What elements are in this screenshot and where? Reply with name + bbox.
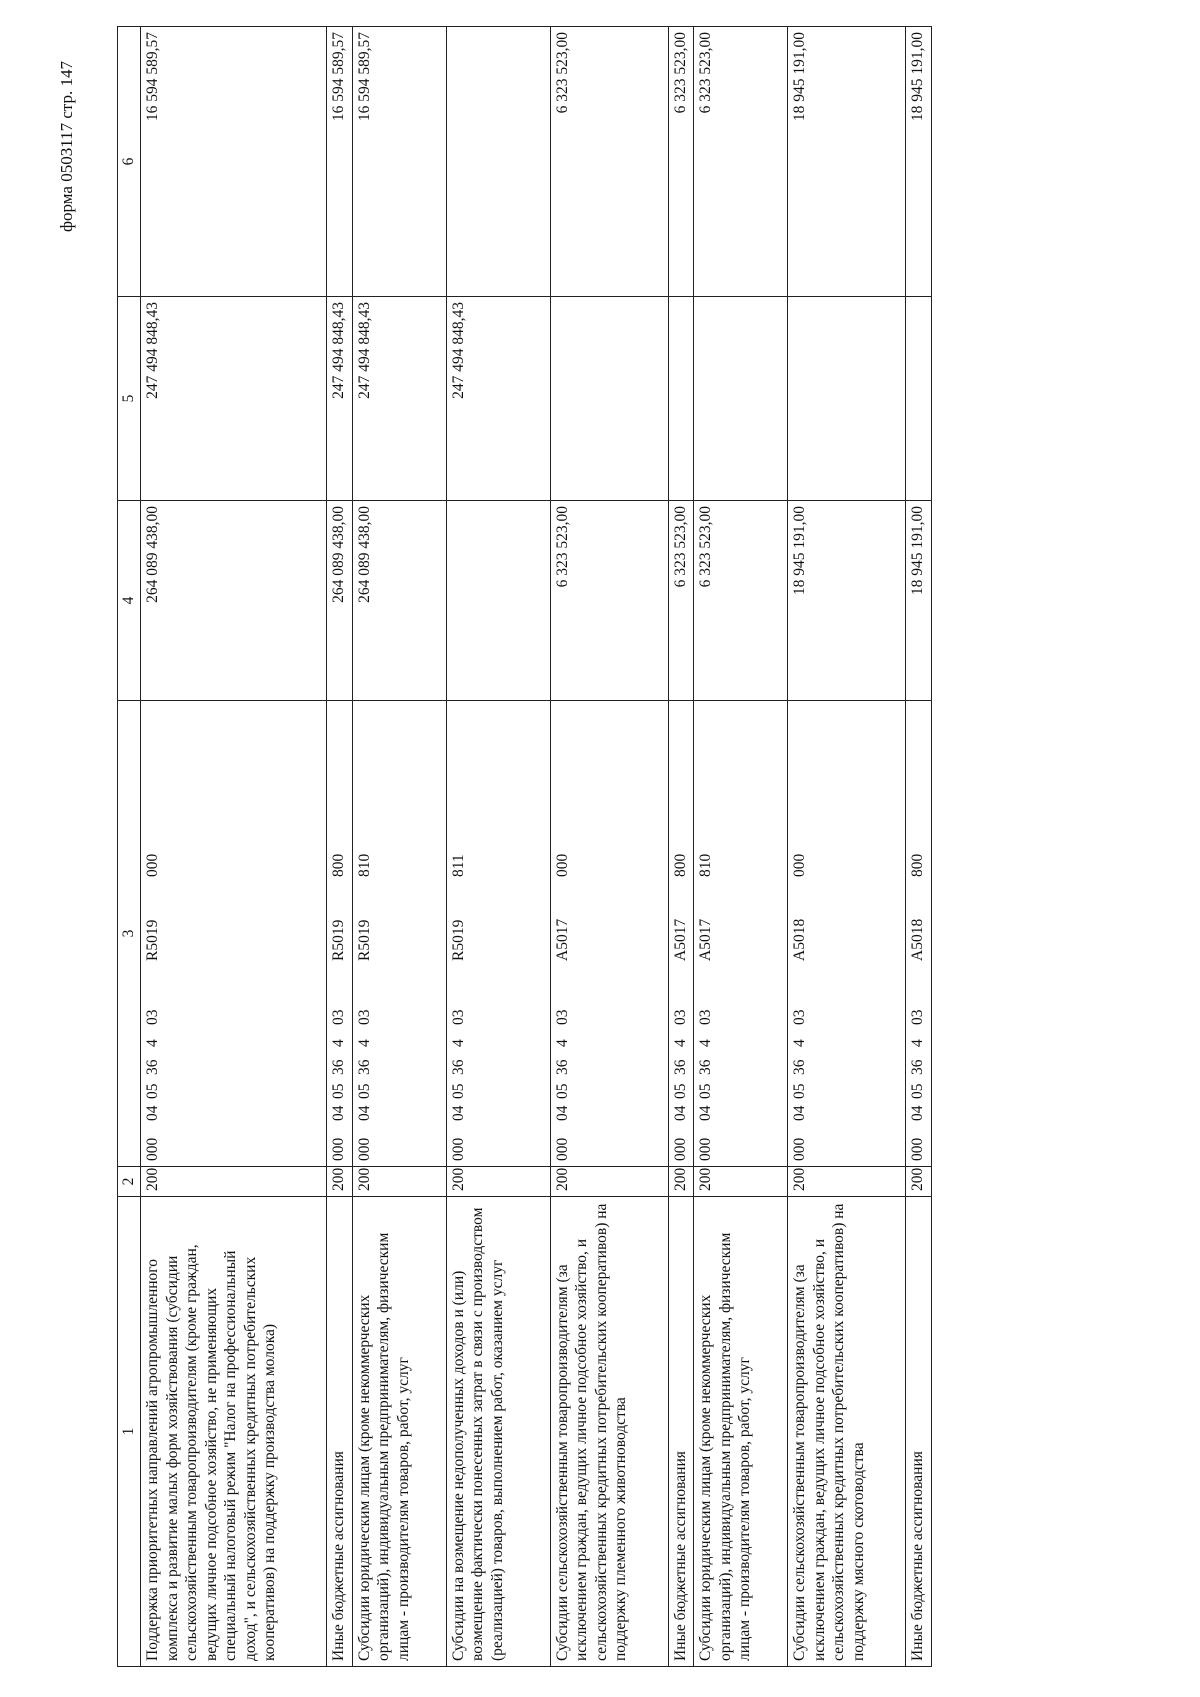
kbk-part: 04 [449, 1105, 467, 1121]
column-number-1: 1 [118, 1197, 141, 1667]
line-code: 200 [788, 1167, 906, 1197]
kbk-part: 03 [671, 1009, 689, 1025]
table-row [141, 27, 327, 1667]
table-row [668, 27, 694, 1667]
kbk-part: 05 [791, 1083, 808, 1099]
kbk-part: 000 [697, 1137, 714, 1161]
table-row [694, 27, 788, 1667]
executed-amount: 247 494 848,43 [352, 297, 446, 501]
kbk-part: 4 [330, 1039, 347, 1047]
kbk-part: 03 [791, 1009, 808, 1025]
budget-code [694, 701, 788, 1167]
kbk-part: 03 [144, 1009, 161, 1025]
kbk-part: 05 [449, 1083, 467, 1099]
kbk-part: 000 [671, 1137, 689, 1161]
row-name: Субсидии на возмещение недополученных доходов и (или) возмещение фактически понесенных затрат в связи с производством (реализацией) товаров, выполнением работ, оказанием услуг [446, 1197, 550, 1667]
row-name: Иные бюджетные ассигнования [327, 1197, 353, 1667]
kbk-part: 4 [791, 1039, 808, 1047]
line-code: 200 [141, 1167, 327, 1197]
kbk-part: 000 [553, 853, 571, 877]
executed-amount [694, 297, 788, 501]
kbk-part: 05 [697, 1083, 714, 1099]
kbk-part: 05 [330, 1083, 347, 1099]
unexecuted-amount: 16 594 589,57 [141, 27, 327, 297]
table-row [906, 27, 932, 1667]
unexecuted-amount: 18 945 191,00 [906, 27, 932, 297]
unexecuted-amount [446, 27, 550, 297]
kbk-part: 36 [909, 1059, 926, 1075]
kbk-part: 4 [355, 1039, 373, 1047]
unexecuted-amount: 6 323 523,00 [694, 27, 788, 297]
kbk-part: 04 [330, 1105, 347, 1121]
executed-amount: 247 494 848,43 [327, 297, 353, 501]
unexecuted-amount: 18 945 191,00 [788, 27, 906, 297]
kbk-part: R5019 [330, 919, 347, 961]
kbk-part: 000 [909, 1137, 926, 1161]
unexecuted-amount: 16 594 589,57 [327, 27, 353, 297]
kbk-part: 03 [330, 1009, 347, 1025]
row-name: Иные бюджетные ассигнования [906, 1197, 932, 1667]
kbk-part: 000 [791, 853, 808, 877]
executed-amount: 247 494 848,43 [141, 297, 327, 501]
approved-amount: 6 323 523,00 [668, 501, 694, 701]
kbk-part: 03 [449, 1009, 467, 1025]
kbk-part: 810 [355, 853, 373, 877]
kbk-part: 000 [330, 1137, 347, 1161]
column-number-5: 5 [118, 297, 141, 501]
kbk-part: A5017 [697, 918, 714, 961]
kbk-part: 4 [553, 1039, 571, 1047]
executed-amount [788, 297, 906, 501]
kbk-part: 4 [449, 1039, 467, 1047]
kbk-part: A5018 [791, 918, 808, 961]
unexecuted-amount: 16 594 589,57 [352, 27, 446, 297]
kbk-part: 36 [144, 1059, 161, 1075]
kbk-part: 800 [909, 853, 926, 877]
budget-code [668, 701, 694, 1167]
kbk-part: 36 [355, 1059, 373, 1075]
kbk-part: 04 [144, 1105, 161, 1121]
row-name: Субсидии юридическим лицам (кроме некоммерческих организаций), индивидуальным предпринимателям, физическим лицам - производителям товаров, работ, услуг [694, 1197, 788, 1667]
budget-code [352, 701, 446, 1167]
row-name: Субсидии сельскохозяйственным товаропроизводителям (за исключением граждан, ведущих личное подсобное хозяйство, и сельскохозяйственных кредитных потребительских кооперативов) на поддержку племенного животноводства [550, 1197, 668, 1667]
budget-execution-table [117, 26, 932, 1667]
approved-amount: 264 089 438,00 [141, 501, 327, 701]
budget-code [906, 701, 932, 1167]
approved-amount: 18 945 191,00 [906, 501, 932, 701]
kbk-part: 36 [330, 1059, 347, 1075]
kbk-part: R5019 [355, 919, 373, 961]
unexecuted-amount: 6 323 523,00 [550, 27, 668, 297]
column-number-6: 6 [118, 27, 141, 297]
kbk-part: 04 [355, 1105, 373, 1121]
kbk-part: 800 [671, 853, 689, 877]
column-number-3: 3 [118, 701, 141, 1167]
column-number-2: 2 [118, 1167, 141, 1197]
table-row [788, 27, 906, 1667]
kbk-part: 000 [449, 1137, 467, 1161]
kbk-part: 810 [697, 853, 714, 877]
kbk-part: A5017 [671, 918, 689, 961]
line-code: 200 [694, 1167, 788, 1197]
kbk-part: 04 [671, 1105, 689, 1121]
executed-amount: 247 494 848,43 [446, 297, 550, 501]
line-code: 200 [906, 1167, 932, 1197]
budget-code [141, 701, 327, 1167]
kbk-part: 36 [449, 1059, 467, 1075]
kbk-part: 04 [909, 1105, 926, 1121]
kbk-part: 4 [144, 1039, 161, 1047]
approved-amount: 264 089 438,00 [352, 501, 446, 701]
kbk-part: 000 [791, 1137, 808, 1161]
budget-code [550, 701, 668, 1167]
kbk-part: 000 [355, 1137, 373, 1161]
line-code: 200 [327, 1167, 353, 1197]
kbk-part: 04 [791, 1105, 808, 1121]
table-row [352, 27, 446, 1667]
row-name: Поддержка приоритетных направлений агропромышленного комплекса и развитие малых форм хозяйствования (субсидии сельскохозяйственным товаропроизводителям (кроме граждан, ведущих личное подсобное хозяйство, не применяющих специальный налоговый режим "Налог на профессиональный доход", и сельскохозяйственных кредитных потребительских кооперативов) на поддержку производства молока) [141, 1197, 327, 1667]
column-number-4: 4 [118, 501, 141, 701]
kbk-part: 000 [553, 1137, 571, 1161]
budget-code [446, 701, 550, 1167]
unexecuted-amount: 6 323 523,00 [668, 27, 694, 297]
kbk-part: 36 [791, 1059, 808, 1075]
column-number-row [118, 27, 141, 1667]
form-reference: форма 0503117 стр. 147 [57, 61, 76, 232]
kbk-part: R5019 [449, 919, 467, 961]
approved-amount: 18 945 191,00 [788, 501, 906, 701]
table-row [550, 27, 668, 1667]
line-code: 200 [352, 1167, 446, 1197]
kbk-part: A5017 [553, 918, 571, 961]
kbk-part: 000 [144, 1137, 161, 1161]
kbk-part: 03 [697, 1009, 714, 1025]
kbk-part: A5018 [909, 918, 926, 961]
kbk-part: 4 [909, 1039, 926, 1047]
kbk-part: 05 [553, 1083, 571, 1099]
budget-code [788, 701, 906, 1167]
kbk-part: 4 [697, 1039, 714, 1047]
table-row [327, 27, 353, 1667]
budget-code [327, 701, 353, 1167]
kbk-part: 03 [909, 1009, 926, 1025]
kbk-part: 05 [671, 1083, 689, 1099]
kbk-part: 36 [553, 1059, 571, 1075]
kbk-part: 03 [553, 1009, 571, 1025]
kbk-part: 800 [330, 853, 347, 877]
executed-amount [668, 297, 694, 501]
kbk-part: 36 [697, 1059, 714, 1075]
kbk-part: 04 [697, 1105, 714, 1121]
line-code: 200 [446, 1167, 550, 1197]
executed-amount [550, 297, 668, 501]
line-code: 200 [668, 1167, 694, 1197]
kbk-part: 000 [144, 853, 161, 877]
kbk-part: 05 [144, 1083, 161, 1099]
kbk-part: 36 [671, 1059, 689, 1075]
line-code: 200 [550, 1167, 668, 1197]
table-row [446, 27, 550, 1667]
kbk-part: 04 [553, 1105, 571, 1121]
row-name: Субсидии юридическим лицам (кроме некоммерческих организаций), индивидуальным предпринимателям, физическим лицам - производителям товаров, работ, услуг [352, 1197, 446, 1667]
row-name: Субсидии сельскохозяйственным товаропроизводителям (за исключением граждан, ведущих личное подсобное хозяйство, и сельскохозяйственных кредитных потребительских кооперативов) на поддержку мясного скотоводства [788, 1197, 906, 1667]
kbk-part: 05 [909, 1083, 926, 1099]
kbk-part: 811 [449, 854, 467, 877]
kbk-part: 05 [355, 1083, 373, 1099]
kbk-part: R5019 [144, 919, 161, 961]
kbk-part: 03 [355, 1009, 373, 1025]
kbk-part: 4 [671, 1039, 689, 1047]
approved-amount: 264 089 438,00 [327, 501, 353, 701]
approved-amount: 6 323 523,00 [694, 501, 788, 701]
approved-amount [446, 501, 550, 701]
executed-amount [906, 297, 932, 501]
row-name: Иные бюджетные ассигнования [668, 1197, 694, 1667]
approved-amount: 6 323 523,00 [550, 501, 668, 701]
